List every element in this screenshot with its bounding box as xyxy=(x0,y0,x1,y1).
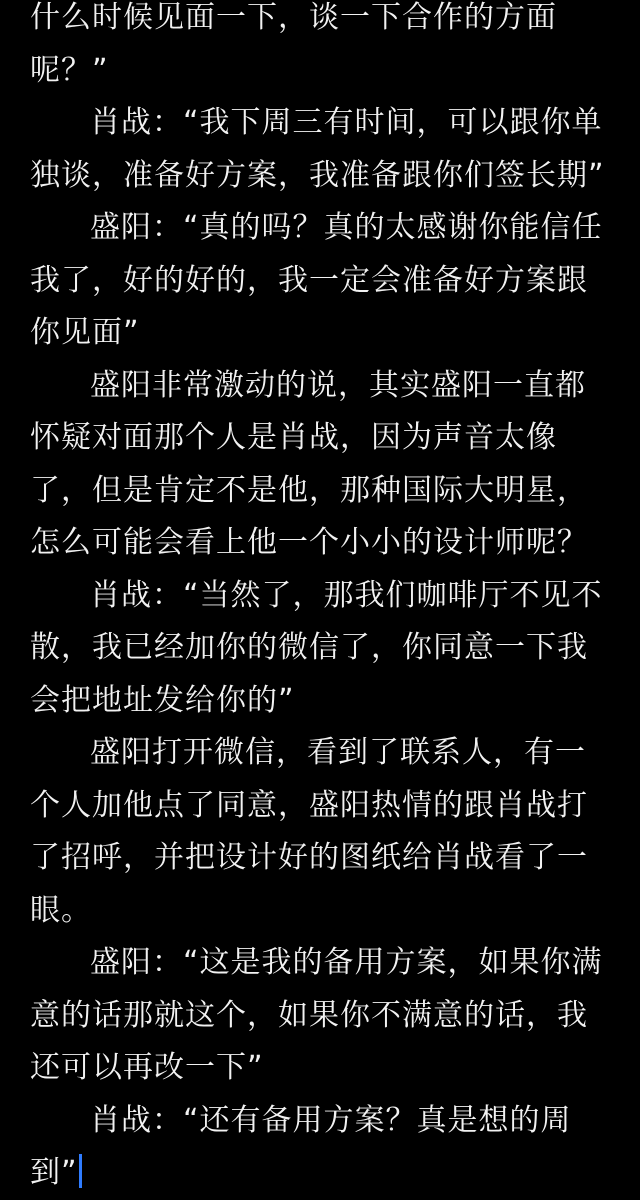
paragraph-2: 肖战：“我下周三有时间，可以跟你单独谈，准备好方案，我准备跟你们签长期” xyxy=(30,105,605,193)
paragraph-8 xyxy=(30,1095,610,1200)
paragraph-1: 什么时候见面一下，谈一下合作的方面呢？” xyxy=(30,0,557,88)
paragraph-8-text: 肖战：“还有备用方案？真是想的周到” xyxy=(30,1102,572,1190)
text-cursor xyxy=(79,1154,82,1188)
paragraph-5: 肖战：“当然了，那我们咖啡厅不见不散，我已经加你的微信了，你同意一下我会把地址发给你的” xyxy=(30,577,603,718)
paragraph-7: 盛阳：“这是我的备用方案，如果你满意的话那就这个，如果你不满意的话，我还可以再改一下” xyxy=(30,945,603,1085)
paragraph-4: 盛阳非常激动的说，其实盛阳一直都怀疑对面那个人是肖战，因为声音太像了，但是肯定不是他，那种国际大明星，怎么可能会看上他一个小小的设计师呢？ xyxy=(30,367,588,560)
paragraph-6: 盛阳打开微信，看到了联系人，有一个人加他点了同意，盛阳热情的跟肖战打了招呼，并把设计好的图纸给肖战看了一眼。 xyxy=(30,735,588,928)
story-text-area[interactable] xyxy=(30,0,610,1200)
paragraph-3: 盛阳：“真的吗？真的太感谢你能信任我了，好的好的，我一定会准备好方案跟你见面” xyxy=(30,210,603,350)
